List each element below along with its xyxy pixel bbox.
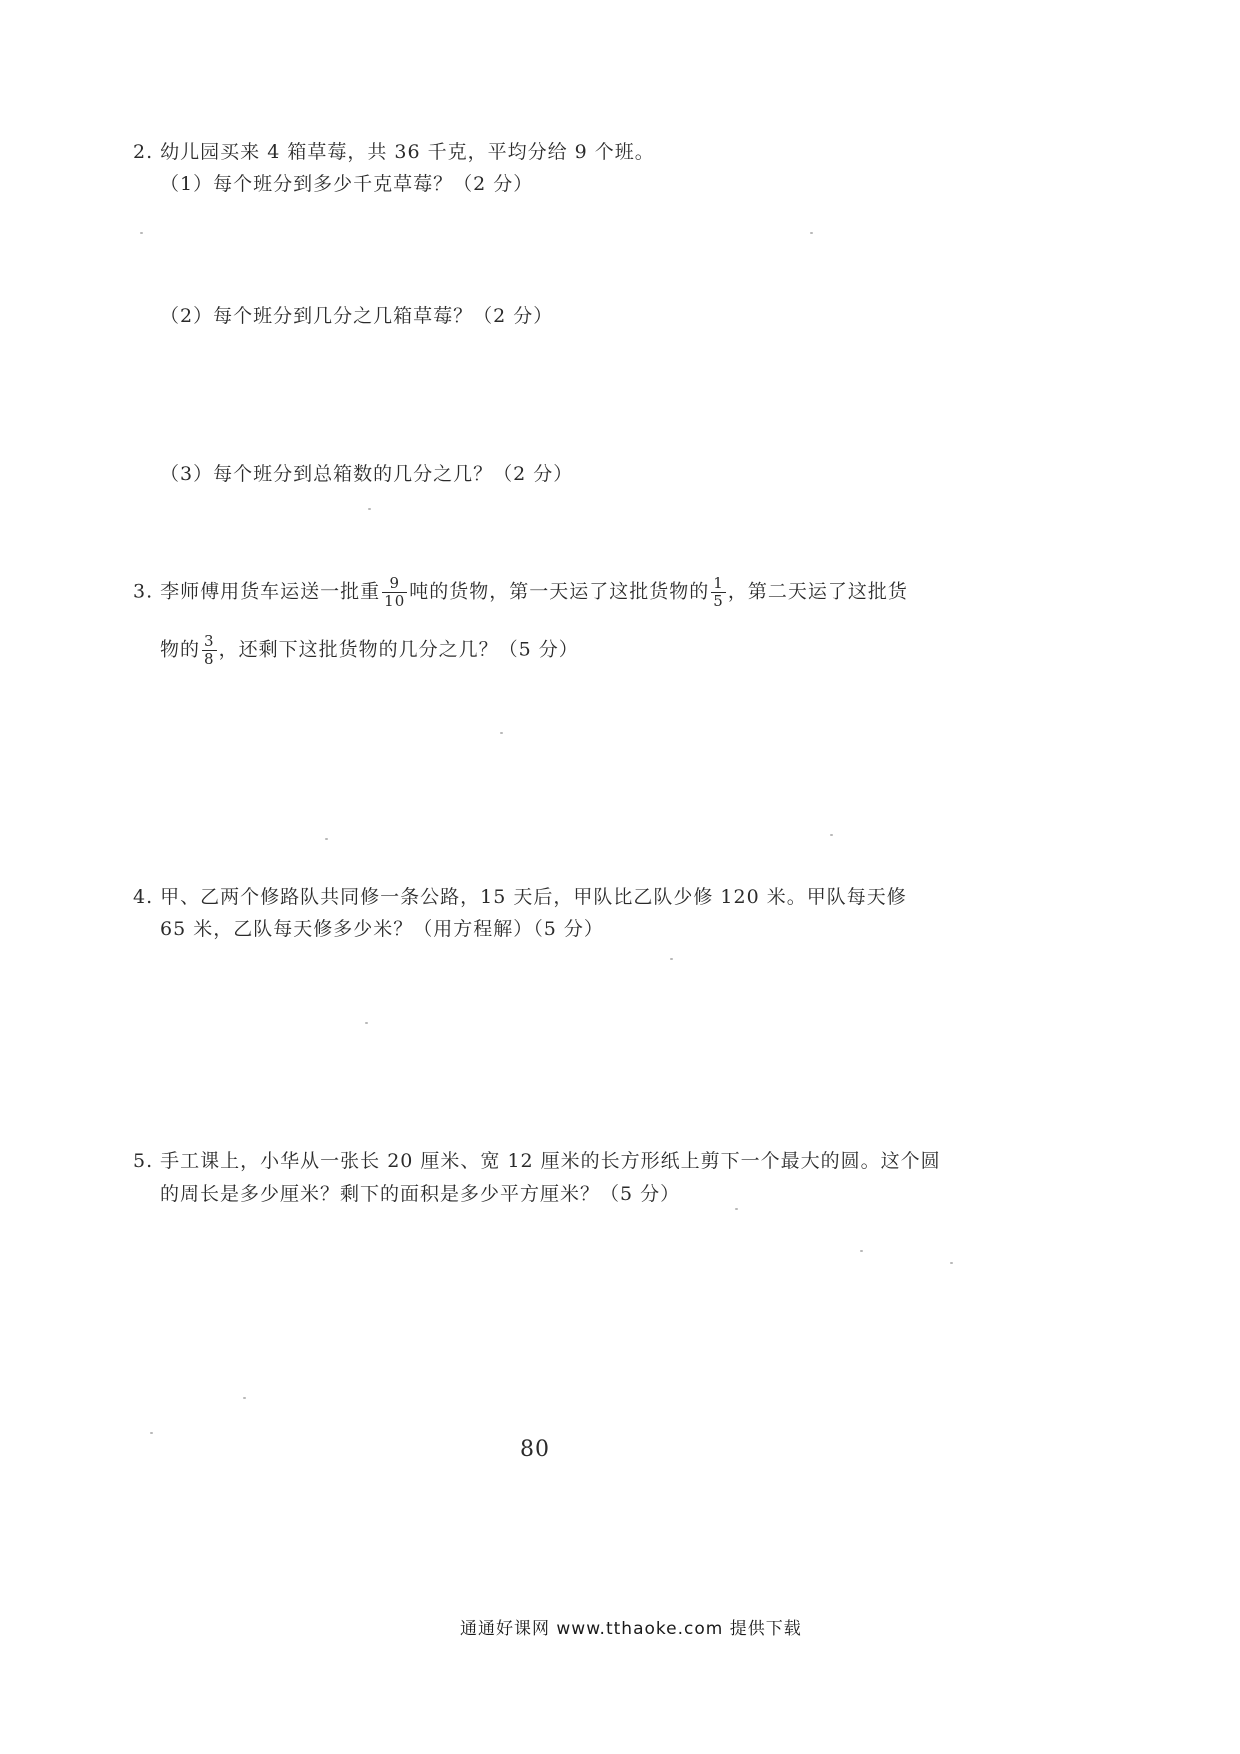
q2-stem: 2. 幼儿园买来 4 箱草莓，共 36 千克，平均分给 9 个班。 bbox=[133, 141, 655, 163]
footer-credit: 通通好课网 www.tthaoke.com 提供下载 bbox=[460, 1619, 802, 1639]
scan-speck bbox=[243, 1397, 246, 1399]
q5-line1: 5. 手工课上，小华从一张长 20 厘米、宽 12 厘米的长方形纸上剪下一个最大的圆。这个圆 bbox=[133, 1150, 941, 1172]
fraction-9-10 bbox=[382, 575, 407, 610]
fraction-numerator: 9 bbox=[382, 575, 407, 593]
q2-sub1: （1）每个班分到多少千克草莓？（2 分） bbox=[160, 173, 534, 195]
q4-line1: 4. 甲、乙两个修路队共同修一条公路，15 天后，甲队比乙队少修 120 米。甲队每天修 bbox=[133, 886, 907, 908]
scan-speck bbox=[670, 958, 673, 960]
q2-sub2: （2）每个班分到几分之几箱草莓？（2 分） bbox=[160, 305, 554, 327]
scan-speck bbox=[500, 732, 503, 734]
scan-speck bbox=[860, 1250, 863, 1252]
scan-speck bbox=[735, 1208, 738, 1210]
fraction-1-5 bbox=[711, 575, 726, 610]
q3-text-c: ，第二天运了这批货 bbox=[727, 580, 908, 603]
scan-speck bbox=[365, 1022, 368, 1024]
scan-speck bbox=[810, 232, 813, 234]
fraction-denominator: 8 bbox=[204, 650, 215, 668]
q5-line2: 的周长是多少厘米？剩下的面积是多少平方厘米？（5 分） bbox=[160, 1183, 681, 1205]
scan-speck bbox=[368, 508, 371, 510]
fraction-3-8 bbox=[202, 633, 217, 668]
q3-text-d: 物的 bbox=[160, 638, 201, 661]
q3-text-a: 3. 李师傅用货车运送一批重 bbox=[133, 580, 381, 603]
page-number: 80 bbox=[520, 1437, 550, 1462]
fraction-numerator: 3 bbox=[204, 632, 215, 650]
scan-speck bbox=[325, 838, 328, 840]
q2-sub3: （3）每个班分到总箱数的几分之几？（2 分） bbox=[160, 463, 574, 485]
fraction-numerator: 1 bbox=[713, 574, 724, 592]
scan-speck bbox=[830, 834, 833, 836]
q3-text-e: ，还剩下这批货物的几分之几？（5 分） bbox=[218, 638, 579, 661]
q3-text-b: 吨的货物，第一天运了这批货物的 bbox=[409, 580, 710, 603]
scan-speck bbox=[150, 1432, 153, 1434]
fraction-denominator: 10 bbox=[384, 592, 406, 610]
q4-line2: 65 米，乙队每天修多少米？（用方程解）（5 分） bbox=[160, 918, 604, 940]
fraction-denominator: 5 bbox=[713, 592, 724, 610]
q3-line1 bbox=[133, 575, 908, 610]
scan-speck bbox=[950, 1262, 953, 1264]
scan-speck bbox=[140, 232, 143, 234]
q3-line2 bbox=[160, 633, 579, 668]
